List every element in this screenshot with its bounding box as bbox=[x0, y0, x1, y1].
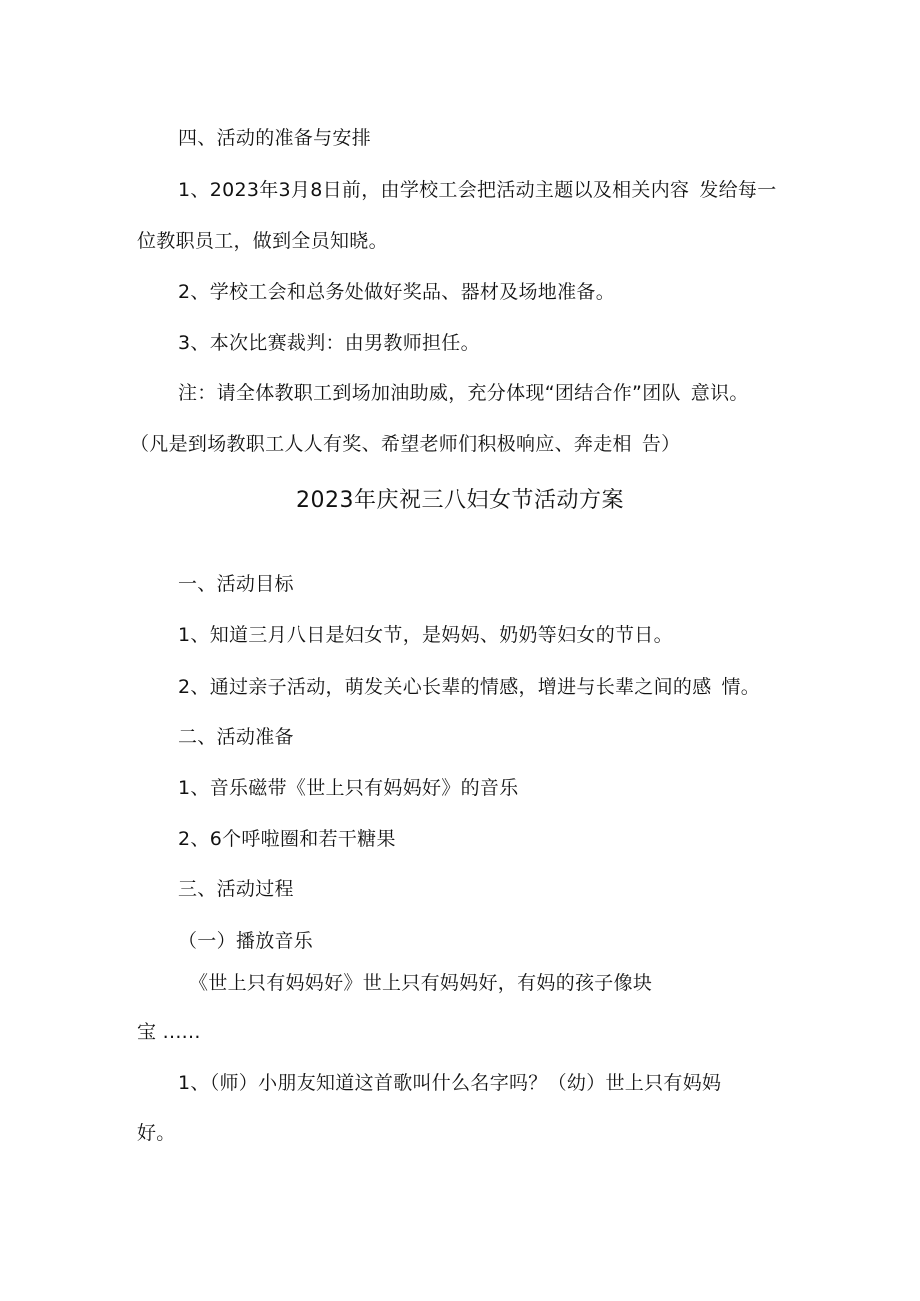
section-heading-process: 三、活动过程 bbox=[178, 878, 294, 900]
lyric-line-2: 宝 ...... bbox=[137, 1021, 201, 1043]
text-segment: （凡是到场教职工人人有奖、希望老师们积极响应、奔走相 bbox=[130, 433, 632, 455]
text-segment: 注：请全体教职工到场加油助威，充分体现“团结合作”团队 bbox=[178, 382, 681, 404]
paragraph-item-3: 3、本次比赛裁判：由男教师担任。 bbox=[178, 332, 480, 354]
question-line-1: 1、（师）小朋友知道这首歌叫什么名字吗？（幼）世上只有妈妈 bbox=[178, 1072, 722, 1094]
prep-item-1: 1、音乐磁带《世上只有妈妈好》的音乐 bbox=[178, 777, 519, 799]
section-heading-goals: 一、活动目标 bbox=[178, 573, 294, 595]
text-segment: 1、2023年3月8日前，由学校工会把活动主题以及相关内容 bbox=[178, 179, 690, 201]
text-segment: 2、通过亲子活动，萌发关心长辈的情感，增进与长辈之间的感 bbox=[178, 676, 712, 698]
lyric-line-1: 《世上只有妈妈好》世上只有妈妈好，有妈的孩子像块 bbox=[189, 972, 653, 994]
prep-item-2: 2、6个呼啦圈和若干糖果 bbox=[178, 828, 396, 850]
text-segment: 发给每一 bbox=[699, 179, 777, 201]
section-heading-preparation: 四、活动的准备与安排 bbox=[178, 127, 372, 149]
goal-item-1: 1、知道三月八日是妇女节，是妈妈、奶奶等妇女的节日。 bbox=[178, 624, 673, 646]
question-line-2: 好。 bbox=[137, 1122, 176, 1144]
text-segment: 告） bbox=[641, 433, 681, 455]
process-subheading-music: （一）播放音乐 bbox=[178, 930, 314, 952]
note-line-2 bbox=[130, 432, 680, 456]
paragraph-item-2: 2、学校工会和总务处做好奖品、器材及场地准备。 bbox=[178, 281, 615, 303]
section-heading-preparation-2: 二、活动准备 bbox=[178, 726, 294, 748]
paragraph-item-1-line-2: 位教职员工，做到全员知晓。 bbox=[137, 230, 388, 252]
goal-item-2 bbox=[178, 675, 760, 699]
paragraph-item-1-line-1 bbox=[178, 178, 777, 202]
note-line-1 bbox=[178, 381, 749, 405]
document-title: 2023年庆祝三八妇女节活动方案 bbox=[296, 488, 624, 513]
text-segment: 情。 bbox=[721, 676, 761, 698]
text-segment: 意识。 bbox=[690, 382, 749, 404]
